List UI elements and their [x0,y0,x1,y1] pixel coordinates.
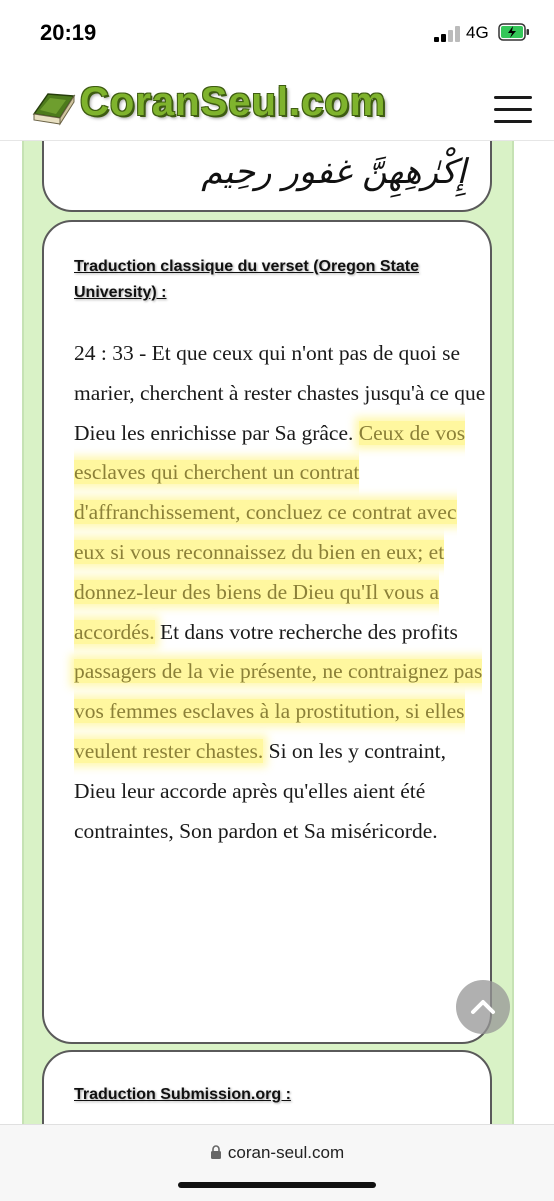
chevron-up-icon [456,980,510,1034]
status-time: 20:19 [40,20,97,45]
status-bar [0,0,554,70]
verse-segment: Et dans votre recherche des profits [154,619,458,644]
url-text[interactable]: coran-seul.com [227,1143,345,1162]
url-row[interactable] [0,1143,554,1163]
verse-segment-highlighted: passagers de la vie présente, ne contraignez pas vos femmes esclaves à la prostitution, si elles veulent rester chastes. [74,659,483,763]
verse-segment: 24 : 33 - Et que ceux qui n'ont pas de quoi se marier, cherchent à rester chastes jusqu'à ce que Dieu les enrichisse par Sa grâce. [74,341,486,445]
scroll-to-top-button[interactable] [456,980,510,1034]
submission-title: Traduction Submission.org : [74,1086,291,1103]
network-type: 4G [466,23,489,42]
site-logo[interactable]: CoranSeul.com [80,80,387,124]
lock-icon [210,1145,222,1160]
verse-segment: Si on les y contraint, Dieu leur accorde après qu'elles aient été contraintes, Son pardon et Sa miséricorde. [74,738,446,843]
submission-card [42,1050,492,1130]
verse-text [74,334,486,851]
browser-address-bar[interactable] [0,1124,554,1201]
battery-charging-icon [498,23,530,41]
home-indicator[interactable] [178,1182,376,1188]
book-logo-icon[interactable] [30,84,76,128]
translation-card [42,220,492,1044]
site-header [0,70,554,141]
translation-title: Traduction classique du verset (Oregon State University) : [74,258,419,301]
page-content [0,70,554,1130]
signal-icon [434,26,460,42]
verse-segment-highlighted: Ceux de vos esclaves qui cherchent un contrat d'affranchissement, concluez ce contrat avec eux si vous reconnaissez du bien en eux; et donnez-leur des biens de Dieu qu'Il vous a accordés. [74,420,466,644]
arabic-verse-text: إِكْرٰهِهِنَّ غفور رحِيم [201,152,466,192]
menu-icon[interactable] [494,96,532,124]
